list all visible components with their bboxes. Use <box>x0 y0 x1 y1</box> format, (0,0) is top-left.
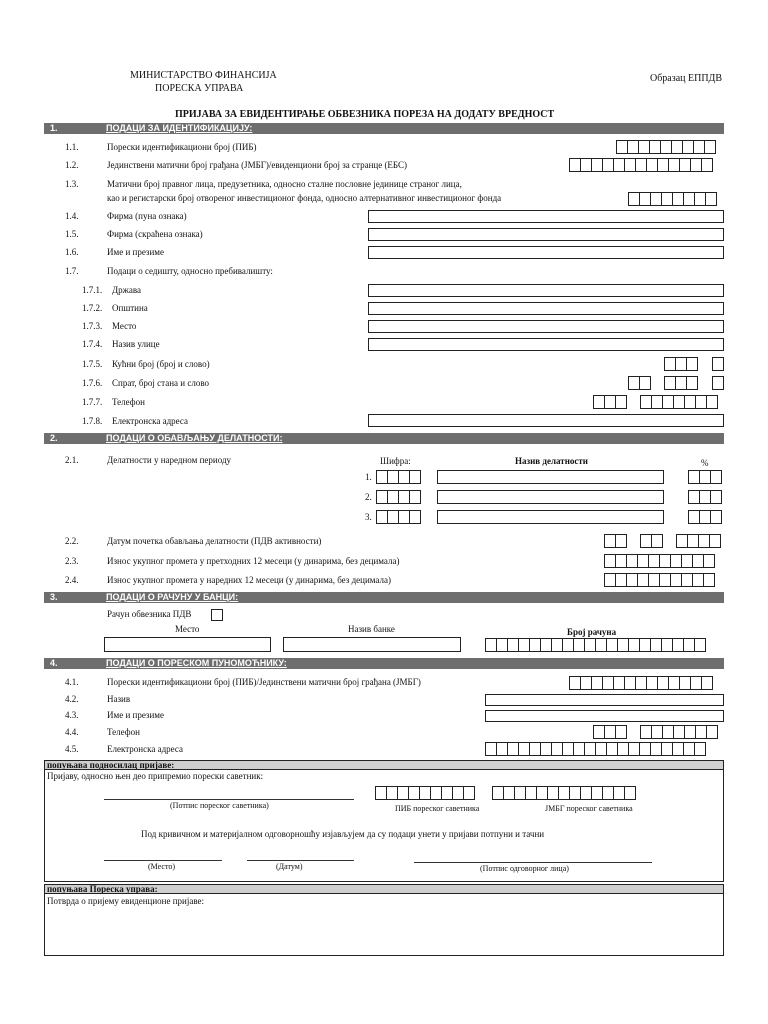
date-line[interactable] <box>247 860 354 861</box>
section-number: 4. <box>50 658 58 668</box>
character-cell[interactable] <box>712 376 724 390</box>
character-cell[interactable] <box>704 140 716 154</box>
account-number-cells[interactable] <box>485 638 706 652</box>
advisor-jmbg-caption: ЈМБГ пореског саветника <box>545 804 633 813</box>
row-number: 1.7.4. <box>82 339 103 349</box>
section-3-header <box>44 592 724 603</box>
row-number: 1.7.5. <box>82 359 103 369</box>
next-turnover-cells[interactable] <box>604 573 715 587</box>
full-company-name-field[interactable] <box>368 210 724 223</box>
activities-label: Делатности у наредном периоду <box>107 455 232 465</box>
proxy-person-label: Име и презиме <box>107 710 164 720</box>
bank-name-header: Назив банке <box>348 624 395 634</box>
activity-1-percent-cells[interactable] <box>688 470 722 484</box>
start-year-cells[interactable] <box>676 534 721 548</box>
next-turnover-label: Износ укупног промета у наредних 12 месеци (у динарима, без децимала) <box>107 575 391 585</box>
place-line[interactable] <box>104 860 222 861</box>
responsible-signature-line[interactable] <box>414 862 652 863</box>
row-number: 1.7.7. <box>82 397 103 407</box>
vat-account-label: Рачун обвезника ПДВ <box>107 609 192 619</box>
jmbg-cells[interactable] <box>569 158 713 172</box>
advisor-signature-caption: (Потпис пореског саветника) <box>170 801 269 810</box>
advisor-pib-cells[interactable] <box>375 786 475 800</box>
row-number: 1.3. <box>65 179 79 189</box>
row-number: 4.3. <box>65 710 79 720</box>
house-letter-cell[interactable] <box>712 357 724 371</box>
character-cell[interactable] <box>409 470 421 484</box>
row-number: 1.7.2. <box>82 303 103 313</box>
row-number: 1.7. <box>65 266 79 276</box>
character-cell[interactable] <box>651 534 663 548</box>
character-cell[interactable] <box>710 470 722 484</box>
registration-number-label-line1: Матични број правног лица, предузетника, односно сталне пословне јединице страног лица, <box>107 179 462 189</box>
email-label: Електронска адреса <box>112 416 188 426</box>
pib-label: Порески идентификациони број (ПИБ) <box>107 142 257 152</box>
phone-label: Телефон <box>112 397 145 407</box>
activity-3-name-field[interactable] <box>437 510 664 524</box>
section-title: ПОДАЦИ О ОБАВЉАЊУ ДЕЛАТНОСТИ: <box>106 433 283 443</box>
activity-percent-header: % <box>701 458 709 468</box>
bank-name-field[interactable] <box>283 637 461 652</box>
row-number: 1.5. <box>65 229 79 239</box>
proxy-name-field[interactable] <box>485 694 724 706</box>
row-number: 4.5. <box>65 744 79 754</box>
tax-administration-name: ПОРЕСКА УПРАВА <box>155 83 244 94</box>
proxy-phone-prefix-cells[interactable] <box>593 725 627 739</box>
municipality-label: Општина <box>112 303 148 313</box>
municipality-field[interactable] <box>368 302 724 315</box>
proxy-pib-jmbg-cells[interactable] <box>569 676 713 690</box>
activity-1-code-cells[interactable] <box>376 470 421 484</box>
character-cell[interactable] <box>703 554 715 568</box>
ministry-name: МИНИСТАРСТВО ФИНАНСИЈА <box>130 70 277 81</box>
row-number: 1.6. <box>65 247 79 257</box>
row-number: 1.4. <box>65 211 79 221</box>
apartment-number-cells[interactable] <box>664 376 698 390</box>
activity-2-name-field[interactable] <box>437 490 664 504</box>
tax-office-section-bar: попуњава Пореска управа: <box>44 884 724 894</box>
activity-3-percent-cells[interactable] <box>688 510 722 524</box>
previous-turnover-label: Износ укупног промета у претходних 12 месеци (у динарима, без децимала) <box>107 556 400 566</box>
form-code: Образац ЕППДВ <box>650 73 723 84</box>
section-number: 2. <box>50 433 58 443</box>
character-cell[interactable] <box>615 395 627 409</box>
phone-number-cells[interactable] <box>640 395 718 409</box>
section-title: ПОДАЦИ О РАЧУНУ У БАНЦИ: <box>106 592 239 602</box>
row-number: 2.3. <box>65 556 79 566</box>
house-number-label: Кућни број (број и слово) <box>112 359 210 369</box>
row-number: 1.2. <box>65 160 79 170</box>
pib-cells[interactable] <box>616 140 716 154</box>
character-cell[interactable] <box>701 676 713 690</box>
start-day-cells[interactable] <box>604 534 627 548</box>
street-name-field[interactable] <box>368 338 724 351</box>
row-number: 2.2. <box>65 536 79 546</box>
character-cell[interactable] <box>409 510 421 524</box>
activity-code-header: Шифра: <box>380 456 411 466</box>
character-cell[interactable] <box>710 510 722 524</box>
row-number: 4.1. <box>65 677 79 687</box>
place-label: Место <box>112 321 137 331</box>
activity-line-number: 3. <box>365 512 372 522</box>
country-label: Држава <box>112 285 141 295</box>
full-company-name-label: Фирма (пуна ознака) <box>107 211 187 221</box>
character-cell[interactable] <box>463 786 475 800</box>
row-number: 2.4. <box>65 575 79 585</box>
character-cell[interactable] <box>639 376 651 390</box>
prepared-by-advisor-text: Пријаву, односно њен део припремио порески саветник: <box>47 771 264 781</box>
section-title: ПОДАЦИ О ПОРЕСКОМ ПУНОМОЋНИКУ: <box>106 658 287 668</box>
jmbg-label: Јединствени матични број грађана (ЈМБГ)/евиденциони број за странце (ЕБС) <box>107 160 408 170</box>
place-caption: (Место) <box>148 862 176 871</box>
vat-account-checkbox[interactable] <box>211 609 223 621</box>
section-1-header <box>44 123 724 134</box>
section-number: 3. <box>50 592 58 602</box>
bank-place-header: Место <box>175 624 200 634</box>
declaration-text: Под кривичном и материјалном одговорношћу изјављујем да су подаци унети у пријави потпуни и тачни <box>141 829 545 839</box>
row-number: 1.7.8. <box>82 416 103 426</box>
character-cell[interactable] <box>712 357 724 371</box>
receipt-confirmation-text: Потврда о пријему евиденционе пријаве: <box>47 896 205 906</box>
proxy-person-field[interactable] <box>485 710 724 722</box>
character-cell[interactable] <box>615 534 627 548</box>
character-cell[interactable] <box>409 490 421 504</box>
address-section-label: Подаци о седишту, односно пребивалишту: <box>107 266 273 276</box>
advisor-jmbg-cells[interactable] <box>492 786 636 800</box>
registration-number-cells[interactable] <box>628 192 717 206</box>
floor-cells[interactable] <box>628 376 651 390</box>
registration-number-label-line2: као и регистарски број отвореног инвестиционог фонда, односно алтернативног инвестиционог фонда <box>107 193 502 203</box>
proxy-email-cells[interactable] <box>485 742 706 756</box>
activity-3-code-cells[interactable] <box>376 510 421 524</box>
phone-prefix-cells[interactable] <box>593 395 627 409</box>
activity-name-header: Назив делатности <box>515 456 588 466</box>
short-company-name-field[interactable] <box>368 228 724 241</box>
character-cell[interactable] <box>710 490 722 504</box>
row-number: 1.7.3. <box>82 321 103 331</box>
character-cell[interactable] <box>615 725 627 739</box>
name-surname-field[interactable] <box>368 246 724 259</box>
start-month-cells[interactable] <box>640 534 663 548</box>
short-company-name-label: Фирма (скраћена ознака) <box>107 229 203 239</box>
character-cell[interactable] <box>694 742 706 756</box>
proxy-name-label: Назив <box>107 694 131 704</box>
activity-start-date-label: Датум почетка обављања делатности (ПДВ активности) <box>107 536 322 546</box>
bank-place-field[interactable] <box>104 637 271 652</box>
character-cell[interactable] <box>709 534 721 548</box>
character-cell[interactable] <box>686 357 698 371</box>
previous-turnover-cells[interactable] <box>604 554 715 568</box>
advisor-signature-line[interactable] <box>104 799 354 800</box>
house-number-cells[interactable] <box>664 357 698 371</box>
apartment-letter-cell[interactable] <box>712 376 724 390</box>
responsible-signature-caption: (Потпис одговорног лица) <box>480 864 569 873</box>
character-cell[interactable] <box>694 638 706 652</box>
name-surname-label: Име и презиме <box>107 247 164 257</box>
activity-2-code-cells[interactable] <box>376 490 421 504</box>
row-number: 4.4. <box>65 727 79 737</box>
row-number: 4.2. <box>65 694 79 704</box>
character-cell[interactable] <box>624 786 636 800</box>
proxy-email-label: Електронска адреса <box>107 744 183 754</box>
filer-section-bar: попуњава подносилац пријаве: <box>44 760 724 770</box>
row-number: 1.7.6. <box>82 378 103 388</box>
activity-1-name-field[interactable] <box>437 470 664 484</box>
floor-apartment-label: Спрат, број стана и слово <box>112 378 210 388</box>
place-field[interactable] <box>368 320 724 333</box>
character-cell[interactable] <box>701 158 713 172</box>
character-cell[interactable] <box>706 725 718 739</box>
email-field[interactable] <box>368 414 724 427</box>
section-title: ПОДАЦИ ЗА ИДЕНТИФИКАЦИЈУ: <box>106 123 253 133</box>
activity-line-number: 1. <box>365 472 372 482</box>
form-title: ПРИЈАВА ЗА ЕВИДЕНТИРАЊЕ ОБВЕЗНИКА ПОРЕЗА НА ДОДАТУ ВРЕДНОСТ <box>175 109 555 120</box>
section-number: 1. <box>50 123 58 133</box>
section-2-header <box>44 433 724 444</box>
row-number: 1.1. <box>65 142 79 152</box>
proxy-phone-number-cells[interactable] <box>640 725 718 739</box>
row-number: 1.7.1. <box>82 285 103 295</box>
street-name-label: Назив улице <box>112 339 160 349</box>
account-number-header: Број рачуна <box>567 627 617 637</box>
date-caption: (Датум) <box>276 862 303 871</box>
character-cell[interactable] <box>705 192 717 206</box>
character-cell[interactable] <box>706 395 718 409</box>
activity-2-percent-cells[interactable] <box>688 490 722 504</box>
row-number: 2.1. <box>65 455 79 465</box>
character-cell[interactable] <box>703 573 715 587</box>
section-4-header <box>44 658 724 669</box>
character-cell[interactable] <box>686 376 698 390</box>
proxy-phone-label: Телефон <box>107 727 140 737</box>
proxy-pib-jmbg-label: Порески идентификациони број (ПИБ)/Јединствени матични број грађана (ЈМБГ) <box>107 677 421 687</box>
advisor-pib-caption: ПИБ пореског саветника <box>395 804 480 813</box>
country-field[interactable] <box>368 284 724 297</box>
activity-line-number: 2. <box>365 492 372 502</box>
